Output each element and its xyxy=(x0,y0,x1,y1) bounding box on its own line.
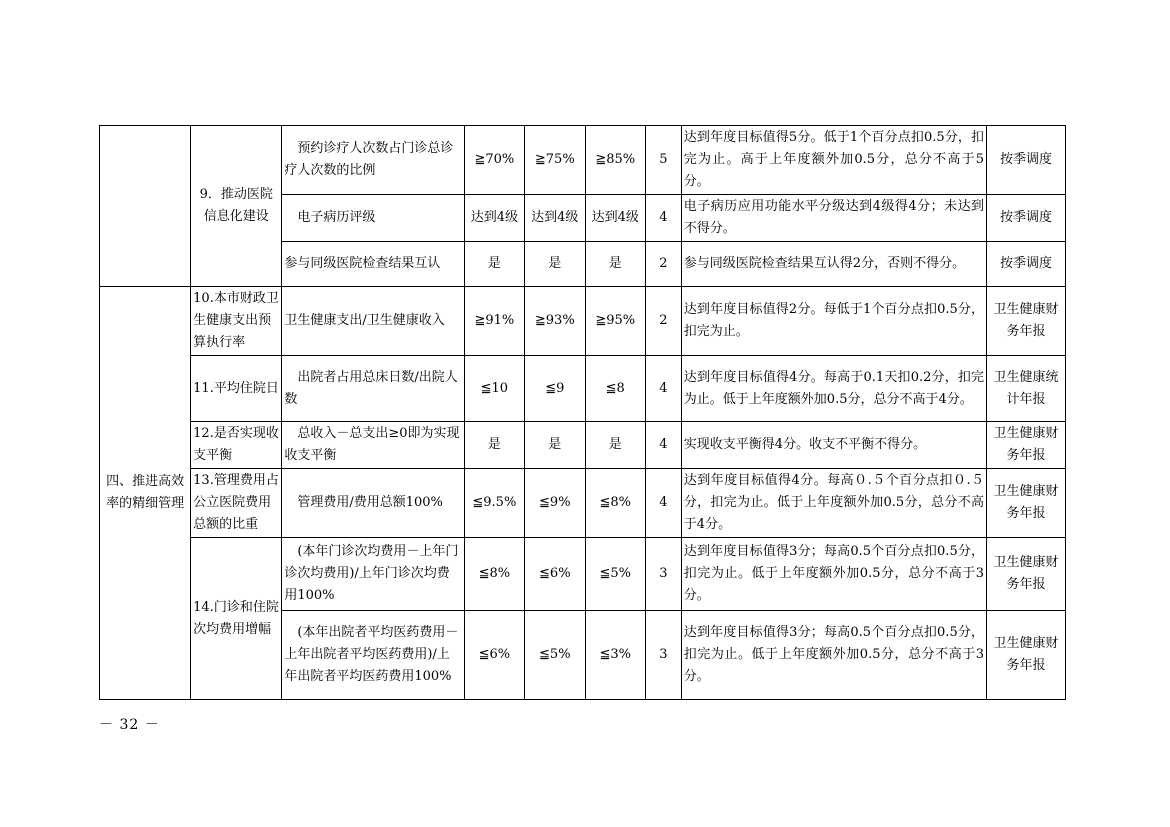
source-cell: 按季调度 xyxy=(987,126,1066,195)
table-row xyxy=(100,422,1066,469)
indicator-cell: 总收入－总支出≥0即为实现收支平衡 xyxy=(282,422,464,469)
score-cell: 2 xyxy=(645,242,681,287)
rule-cell: 达到年度目标值得3分；每高0.5个百分点扣0.5分，扣完为止。低于上年度额外加0.5分，总分不高于3分。 xyxy=(681,538,986,611)
rule-cell: 达到年度目标值得5分。低于1个百分点扣0.5分，扣完为止。高于上年度额外加0.5分，总分不高于5分。 xyxy=(681,126,986,195)
target-cell: ≦9 xyxy=(525,356,585,422)
target-cell: ≧91% xyxy=(464,287,524,356)
score-cell: 4 xyxy=(645,356,681,422)
source-cell: 按季调度 xyxy=(987,195,1066,242)
category-cell: 四、推进高效率的精细管理 xyxy=(100,287,191,700)
table-row xyxy=(100,469,1066,538)
subcategory-cell: 14.门诊和住院次均费用增幅 xyxy=(191,538,282,700)
indicator-cell: 预约诊疗人次数占门诊总诊疗人次数的比例 xyxy=(282,126,464,195)
target-cell: ≦8% xyxy=(585,469,645,538)
target-cell: 是 xyxy=(525,422,585,469)
subcategory-cell: 13.管理费用占公立医院费用总额的比重 xyxy=(191,469,282,538)
source-cell: 卫生健康财务年报 xyxy=(987,422,1066,469)
rule-cell: 达到年度目标值得4分。每高于0.1天扣0.2分，扣完为止。低于上年度额外加0.5分，总分不高于4分。 xyxy=(681,356,986,422)
subcategory-cell: 10.本市财政卫生健康支出预算执行率 xyxy=(191,287,282,356)
source-cell: 卫生健康财务年报 xyxy=(987,469,1066,538)
target-cell: ≦5% xyxy=(585,538,645,611)
page-number: － 32 － xyxy=(99,717,160,733)
rule-cell: 实现收支平衡得4分。收支不平衡不得分。 xyxy=(681,422,986,469)
target-cell: 达到4级 xyxy=(525,195,585,242)
rule-cell: 参与同级医院检查结果互认得2分，否则不得分。 xyxy=(681,242,986,287)
rule-cell: 达到年度目标值得4分。每高０.５个百分点扣０.５分，扣完为止。低于上年度额外加0.5分，总分不高于4分。 xyxy=(681,469,986,538)
table-row xyxy=(100,287,1066,356)
rule-cell: 电子病历应用功能水平分级达到4级得4分；未达到不得分。 xyxy=(681,195,986,242)
indicator-cell: 卫生健康支出/卫生健康收入 xyxy=(282,287,464,356)
score-cell: 3 xyxy=(645,538,681,611)
target-cell: ≦8 xyxy=(585,356,645,422)
score-cell: 2 xyxy=(645,287,681,356)
target-cell: ≧95% xyxy=(585,287,645,356)
table-row xyxy=(100,538,1066,611)
source-cell: 按季调度 xyxy=(987,242,1066,287)
source-cell: 卫生健康统计年报 xyxy=(987,356,1066,422)
target-cell: ≦9.5% xyxy=(464,469,524,538)
target-cell: 是 xyxy=(525,242,585,287)
score-cell: 4 xyxy=(645,469,681,538)
source-cell: 卫生健康财务年报 xyxy=(987,611,1066,700)
target-cell: ≦6% xyxy=(464,611,524,700)
target-cell: ≧93% xyxy=(525,287,585,356)
source-cell: 卫生健康财务年报 xyxy=(987,538,1066,611)
indicator-cell: 参与同级医院检查结果互认 xyxy=(282,242,464,287)
target-cell: ≦3% xyxy=(585,611,645,700)
target-cell: ≦5% xyxy=(525,611,585,700)
table-row xyxy=(100,356,1066,422)
rule-cell: 达到年度目标值得2分。每低于1个百分点扣0.5分，扣完为止。 xyxy=(681,287,986,356)
target-cell: ≧75% xyxy=(525,126,585,195)
category-cell xyxy=(100,126,191,287)
score-cell: 3 xyxy=(645,611,681,700)
table-row xyxy=(100,126,1066,195)
subcategory-cell: 12.是否实现收支平衡 xyxy=(191,422,282,469)
indicator-cell: (本年门诊次均费用－上年门诊次均费用)/上年门诊次均费用100% xyxy=(282,538,464,611)
target-cell: 是 xyxy=(464,242,524,287)
score-cell: 4 xyxy=(645,422,681,469)
target-cell: 达到4级 xyxy=(585,195,645,242)
target-cell: 是 xyxy=(464,422,524,469)
target-cell: ≧85% xyxy=(585,126,645,195)
target-cell: ≦10 xyxy=(464,356,524,422)
subcategory-cell: 9．推动医院信息化建设 xyxy=(191,126,282,287)
source-cell: 卫生健康财务年报 xyxy=(987,287,1066,356)
target-cell: 是 xyxy=(585,422,645,469)
score-cell: 5 xyxy=(645,126,681,195)
indicator-cell: 管理费用/费用总额100% xyxy=(282,469,464,538)
target-cell: ≦8% xyxy=(464,538,524,611)
target-cell: 达到4级 xyxy=(464,195,524,242)
indicator-cell: 电子病历评级 xyxy=(282,195,464,242)
indicator-table xyxy=(99,125,1066,700)
indicator-cell: (本年出院者平均医药费用－上年出院者平均医药费用)/上年出院者平均医药费用100% xyxy=(282,611,464,700)
indicator-cell: 出院者占用总床日数/出院人数 xyxy=(282,356,464,422)
rule-cell: 达到年度目标值得3分；每高0.5个百分点扣0.5分，扣完为止。低于上年度额外加0.5分，总分不高于3分。 xyxy=(681,611,986,700)
target-cell: ≧70% xyxy=(464,126,524,195)
subcategory-cell: 11.平均住院日 xyxy=(191,356,282,422)
target-cell: ≦6% xyxy=(525,538,585,611)
target-cell: ≦9% xyxy=(525,469,585,538)
target-cell: 是 xyxy=(585,242,645,287)
score-cell: 4 xyxy=(645,195,681,242)
